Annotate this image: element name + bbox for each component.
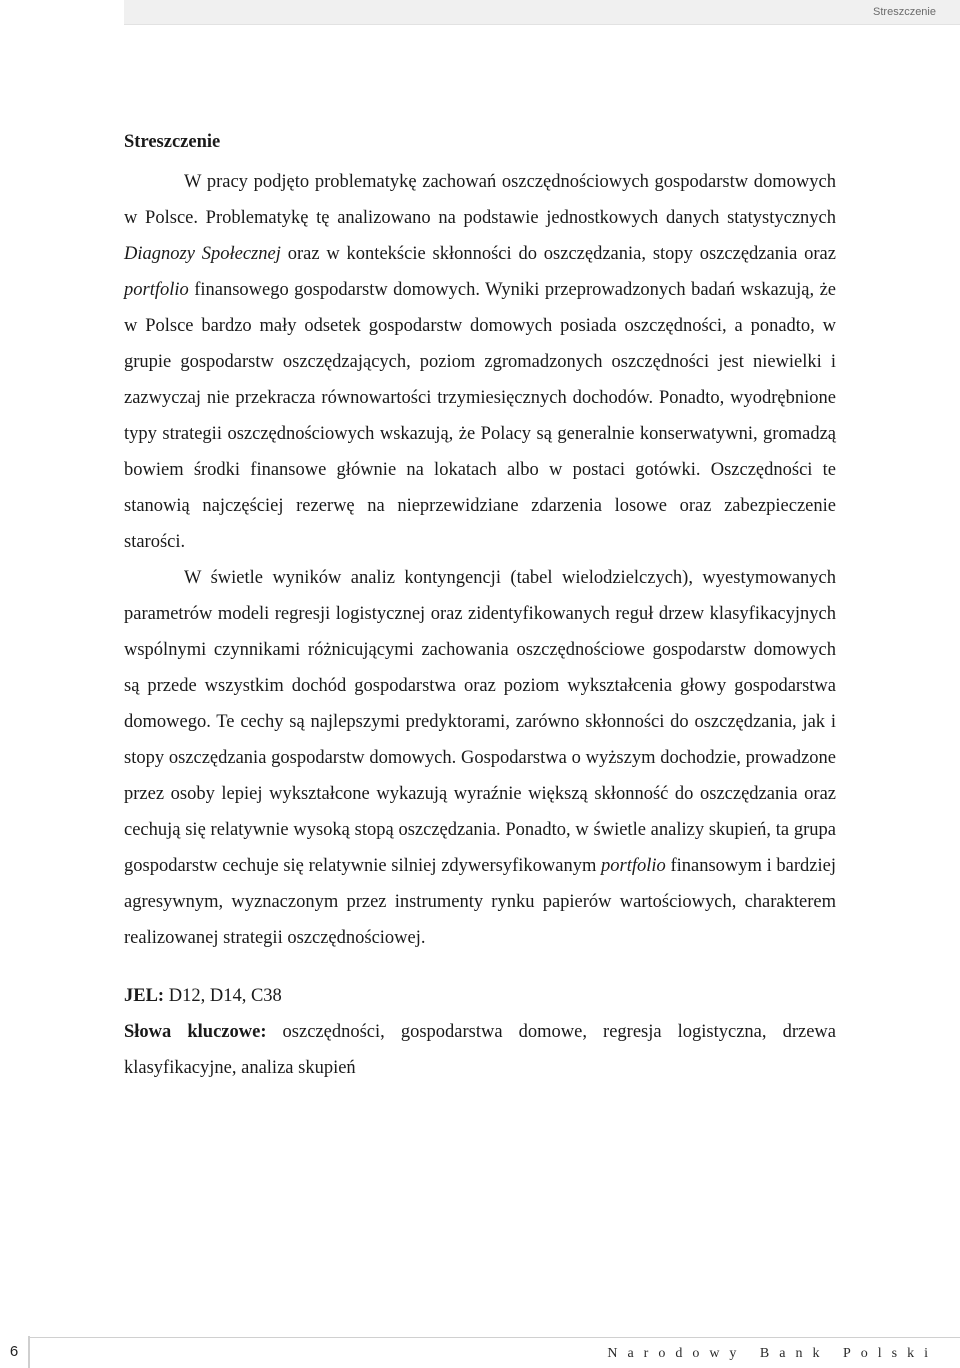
text-run: oraz w kontekście skłonności do oszczędzania, stopy oszczędzania oraz	[280, 244, 836, 264]
metadata-block	[124, 978, 836, 1086]
jel-line	[124, 978, 836, 1014]
text-run: finansowego gospodarstw domowych. Wyniki przeprowadzonych badań wskazują, że w Polsce bardzo mały odsetek gospodarstw domowych posiada oszczędności, a ponadto, w grupie gospodarstw oszczędzających, poziom zgromadzonych oszczędności jest niewielki i zazwyczaj nie przekracza równowartości trzymiesięcznych dochodów. Ponadto, wyodrębnione typy strategii oszczędnościowych wskazują, że Polacy są generalnie konserwatywni, gromadzą bowiem środki finansowe głównie na lokatach albo w postaci gotówki. Oszczędności te stanowią najczęściej rezerwę na nieprzewidziane zdarzenia losowe oraz zabezpieczenie starości.	[124, 280, 836, 552]
italic-term: Diagnozy Społecznej	[124, 244, 281, 264]
keywords-value: oszczędności, gospodarstwa domowe, regresja logistyczna, drzewa klasyfikacyjne, analiza skupień	[124, 1022, 836, 1078]
abstract-paragraph-1	[124, 164, 836, 560]
footer-divider	[28, 1337, 960, 1338]
running-header-title: Streszczenie	[873, 6, 936, 18]
jel-codes: D12, D14, C38	[164, 986, 282, 1006]
running-header	[124, 0, 960, 25]
section-title: Streszczenie	[124, 132, 221, 152]
jel-label: JEL:	[124, 986, 165, 1006]
footer-brand: Narodowy Bank Polski	[607, 1346, 938, 1361]
text-run: W świetle wyników analiz kontyngencji (tabel wielodzielczych), wyestymowanych parametrów modeli regresji logistycznej oraz zidentyfikowanych reguł drzew klasyfikacyjnych wspólnymi czynnikami różnicującymi zachowania oszczędnościowe gospodarstw domowych są przede wszystkim dochód gospodarstwa oraz poziom wykształcenia głowy gospodarstwa domowego. Te cechy są najlepszymi predyktorami, zarówno skłonności do oszczędzania, jak i stopy oszczędzania gospodarstw domowych. Gospodarstwa o wyższym dochodzie, prowadzone przez osoby lepiej wykształcone wykazują wyraźnie większą skłonność do oszczędzania oraz cechują się relatywnie wysoką stopą oszczędzania. Ponadto, w świetle analizy skupień, ta grupa gospodarstw cechuje się relatywnie silniej zdywersyfikowanym	[124, 568, 836, 876]
keywords-label: Słowa kluczowe:	[124, 1022, 267, 1042]
page-content	[124, 128, 836, 1086]
italic-term: portfolio	[124, 280, 189, 300]
page-number: 6	[0, 1336, 30, 1368]
text-run: finansowym i bardziej agresywnym, wyznaczonym przez instrumenty rynku papierów wartościowych, charakterem realizowanej strategii oszczędnościowej.	[124, 856, 836, 948]
abstract-paragraph-2	[124, 560, 836, 956]
keywords-line	[124, 1014, 836, 1086]
italic-term: portfolio	[601, 856, 666, 876]
text-run: W pracy podjęto problematykę zachowań oszczędnościowych gospodarstw domowych w Polsce. Problematykę tę analizowano na podstawie jednostkowych danych statystycznych	[124, 172, 836, 228]
